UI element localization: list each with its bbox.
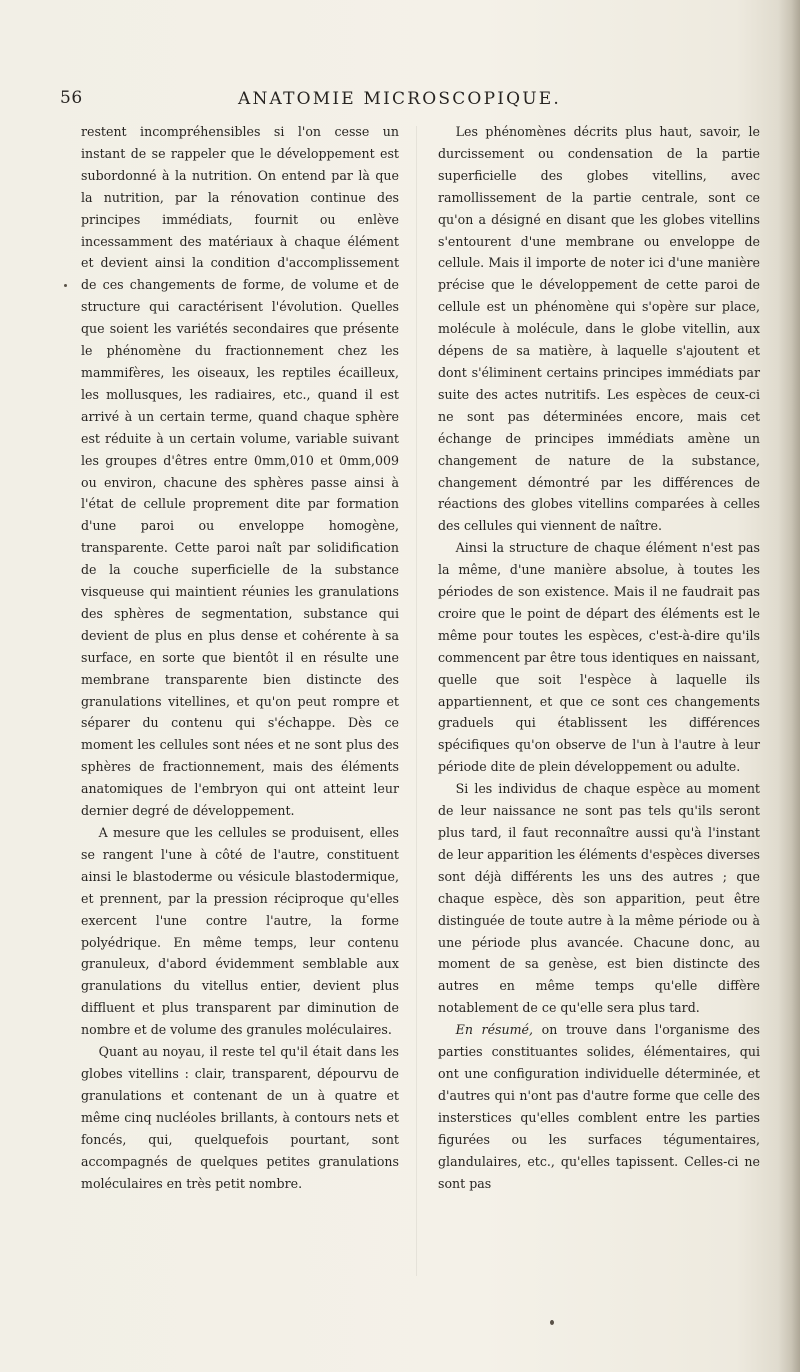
- paper-speck: [550, 1320, 554, 1325]
- right-paragraph-1: Les phénomènes décrits plus haut, savoir, le durcissement ou condensation de la partie superficielle des globes vitellins, avec ramollissement de la partie centrale, sont ce qu'on a désigné en disant que les globes vitellins s'entourent d'une membrane ou enveloppe de cellule. Mais il importe de noter ici d'une manière précise que le développement de cette paroi de cellule est un phénomène qui s'opère sur place, molécule à molécule, dans le globe vitellin, aux dépens de sa matière, à laquelle s'ajoutent et dont s'éliminent certains principes immédiats par suite des actes nutritifs. Les espèces de ceux-ci ne sont pas déterminées encore, mais cet échange de principes immédiats amène un changement de nature de la substance, changement démontré par les différences de réactions des globes vitellins comparées à celles des cellules qui viennent de naître.: [438, 124, 760, 534]
- page-edge-shadow: [778, 0, 800, 1372]
- column-gutter: [416, 126, 417, 1276]
- right-paragraph-2: Ainsi la structure de chaque élément n'est pas la même, d'une manière absolue, à toutes les périodes de son existence. Mais il ne faudrait pas croire que le point de départ des éléments est le même pour toutes les espèces, c'est-à-dire qu'ils commencent par être tous identiques en naissant, quelle que soit l'espèce à laquelle ils appartiennent, et que ce sont ces changements graduels qui établissent les différences spécifiques qu'on observe de l'un à l'autre à leur période dite de plein développement ou adulte.: [438, 540, 760, 775]
- running-title: ANATOMIE MICROSCOPIQUE.: [238, 89, 561, 109]
- right-paragraph-3: Si les individus de chaque espèce au moment de leur naissance ne sont pas tels qu'ils seront plus tard, il faut reconnaître aussi qu'à l'instant de leur apparition les éléments d'espèces diverses sont déjà différents les uns des autres ; que chaque espèce, dès son apparition, peut être distinguée de toute autre à la même période ou à une période plus avancée. Chacune donc, au moment de sa genèse, est bien distincte des autres en même temps qu'elle diffère notablement de ce qu'elle sera plus tard.: [438, 781, 761, 1016]
- right-paragraph-4: [438, 1019, 760, 1194]
- left-paragraph-1: restent incompréhensibles si l'on cesse un instant de se rappeler que le développement est subordonné à la nutrition. On entend par là que la nutrition, par la rénovation continue des principes immédiats, fournit ou enlève incessamment des matériaux à chaque élément et devient ainsi la condition d'accomplissement de ces changements de forme, de volume et de structure qui caractérisent l'évolution. Quelles que soient les variétés secondaires que présente le phénomène du fractionnement chez les mammifères, les oiseaux, les reptiles écailleux, les mollusques, les radiaires, etc., quand il est arrivé à un certain terme, quand chaque sphère est réduite à un certain volume, variable suivant les groupes d'êtres entre 0mm,010 et 0mm,009 ou environ, chacune des sphères passe ainsi à l'état de cellule proprement dite par formation d'une paroi ou enveloppe homogène, transparente. Cette paroi naît par solidification de la couche superficielle de la substance visqueuse qui maintient réunies les granulations des sphères de segmentation, substance qui devient de plus en plus dense et cohérente à sa surface, en sorte que bientôt il en résulte une membrane transparente bien distincte des granulations vitellines, et qu'on peut rompre et séparer du contenu qui s'échappe. Dès ce moment les cellules sont nées et ne sont plus des sphères de fractionnement, mais des éléments anatomiques de l'embryon qui ont atteint leur dernier degré de développement.: [81, 124, 399, 819]
- page-number: 56: [60, 88, 83, 108]
- right-column: [438, 121, 760, 1194]
- left-paragraph-3: Quant au noyau, il reste tel qu'il était dans les globes vitellins : clair, transparent, dépourvu de granulations et contenant de un à quatre et même cinq nucléoles brillants, à contours nets et foncés, qui, quelquefois pourtant, sont accompagnés de quelques petites granulations moléculaires en très petit nombre.: [81, 1044, 399, 1191]
- right-paragraph-4-text: on trouve dans l'organisme des parties constituantes solides, élémentaires, qui ont une configuration individuelle déterminée, et d'autres qui n'ont pas d'autre forme que celle des insterstices qu'elles comblent entre les parties figurées ou les surfaces tégumentaires, glandulaires, etc., qu'elles tapissent. Celles-ci ne sont pas: [438, 1022, 760, 1191]
- running-head: [60, 88, 760, 114]
- en-resume-emphasis: En résumé,: [455, 1022, 534, 1038]
- paper-speck: [64, 284, 67, 287]
- left-paragraph-2: A mesure que les cellules se produisent, elles se rangent l'une à côté de l'autre, constituent ainsi le blastoderme ou vésicule blastodermique, et prennent, par la pression réciproque qu'elles exercent l'une contre l'autre, la forme polyédrique. En même temps, leur contenu granuleux, d'abord évidemment semblable aux granulations du vitellus entier, devient plus diffluent et plus transparent par diminution de nombre et de volume des granules moléculaires.: [81, 825, 399, 1038]
- left-column: [81, 121, 399, 1194]
